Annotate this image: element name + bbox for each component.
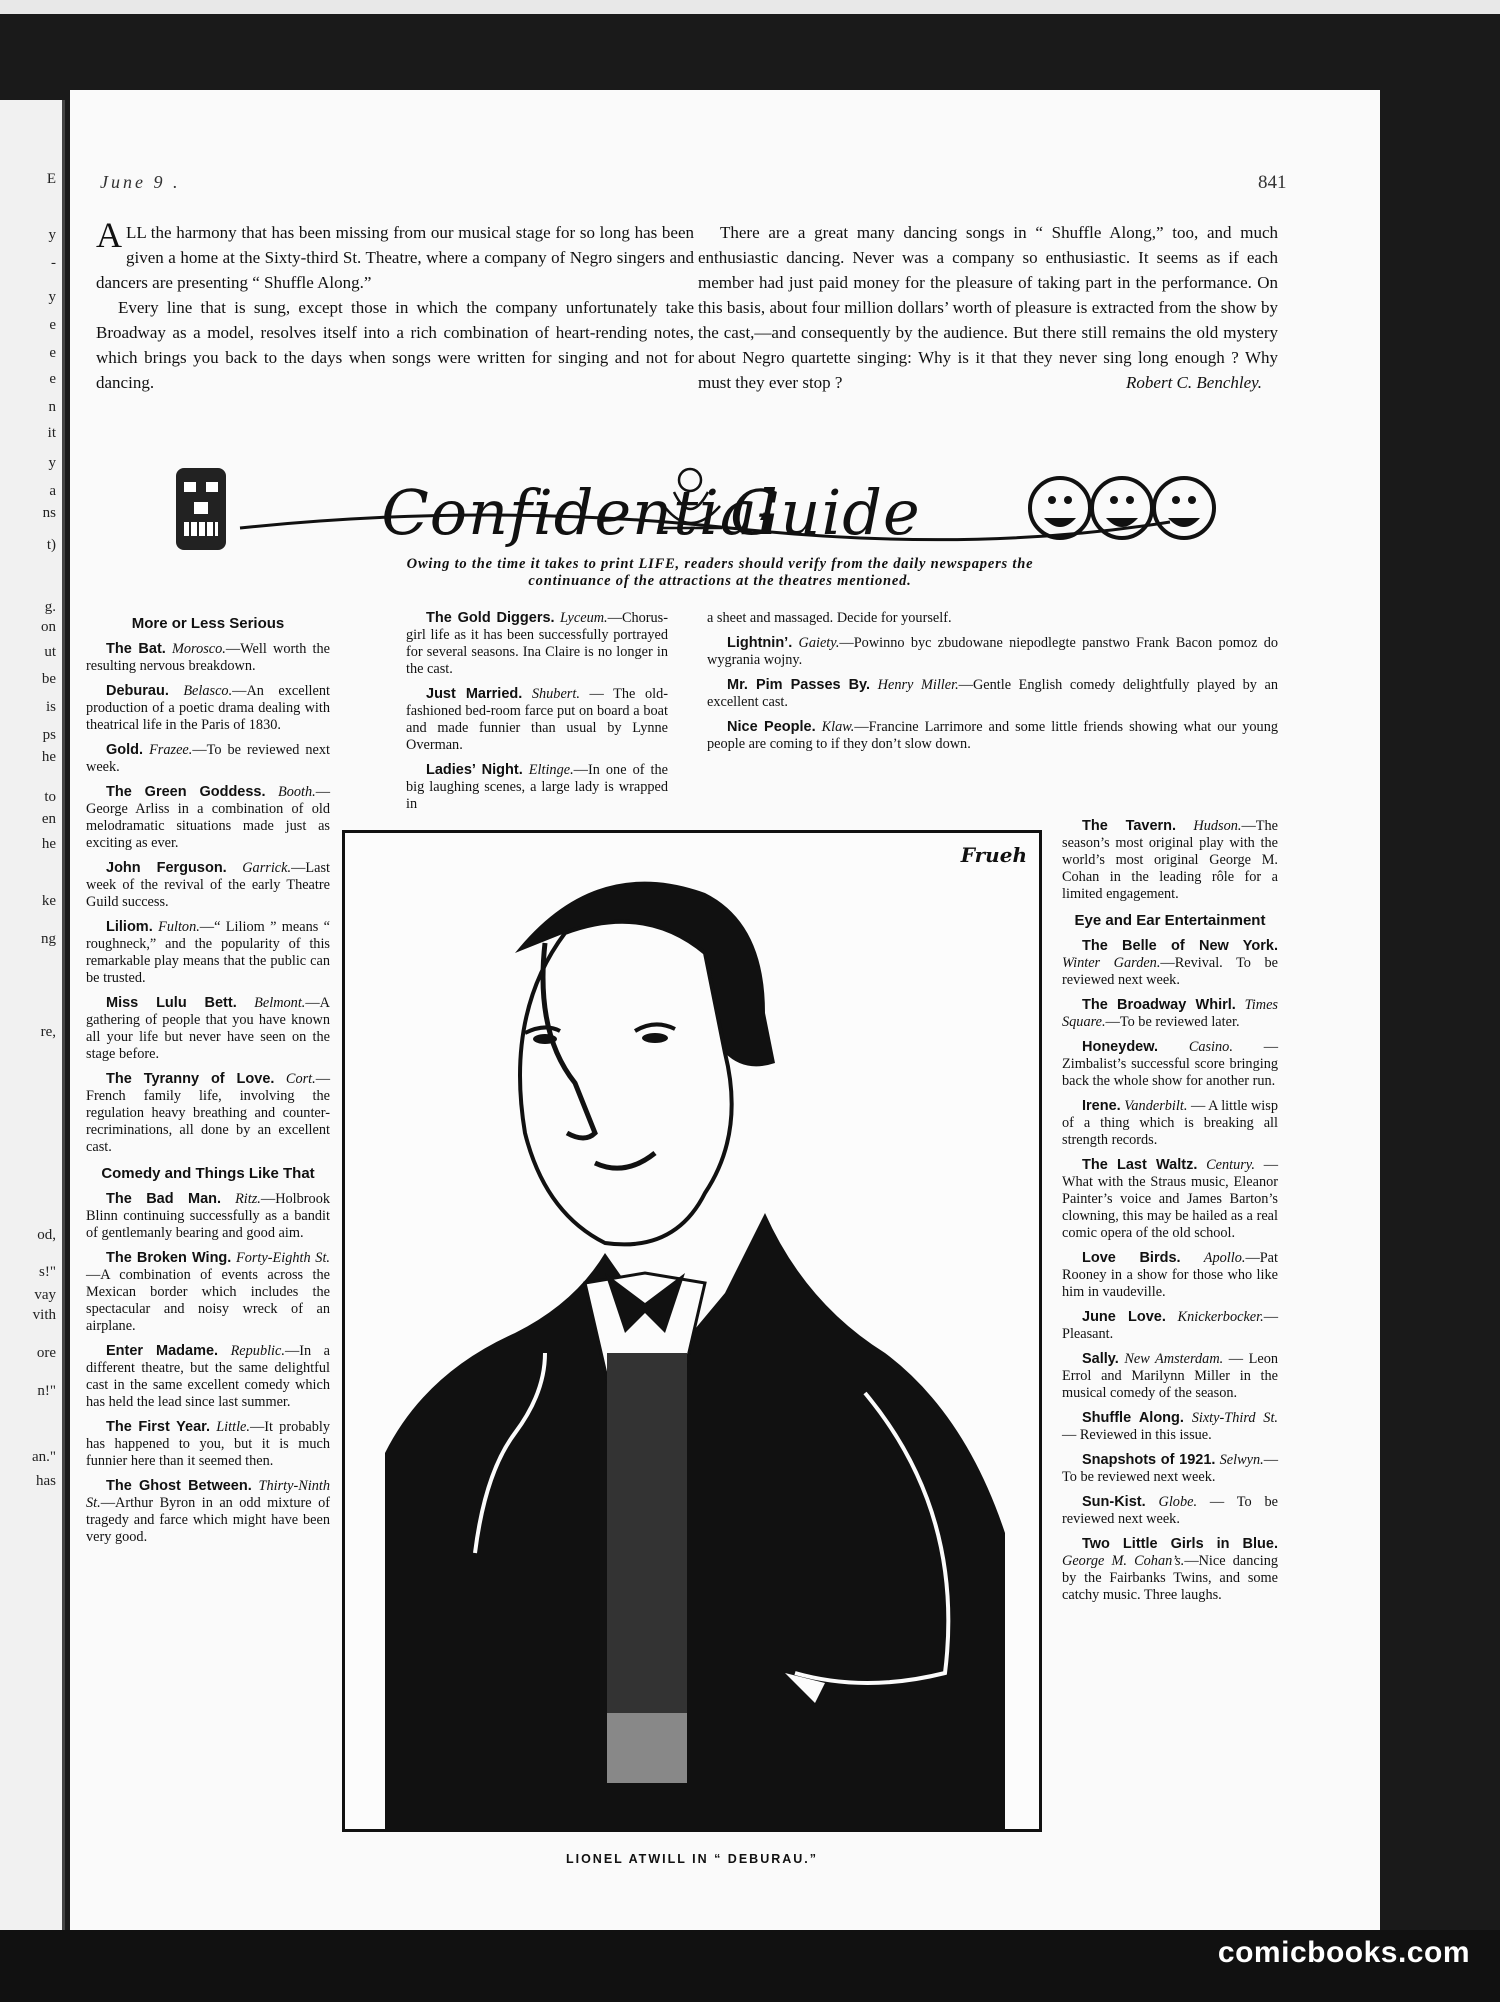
- guide-entry: [1062, 818, 1278, 903]
- show-title: The Tavern.: [1082, 818, 1177, 834]
- left-page-fragment: y: [48, 455, 56, 471]
- left-page-fragment: on: [41, 619, 56, 635]
- theatre-name: Klaw.: [821, 719, 855, 735]
- left-page-fragment: vay: [34, 1287, 56, 1303]
- guide-entry: [86, 1071, 330, 1156]
- show-title: Just Married.: [426, 686, 523, 702]
- guide-entry: [86, 784, 330, 852]
- left-page-fragment: n!": [37, 1383, 56, 1399]
- left-page-fragment: vith: [32, 1307, 56, 1323]
- caricature-illustration: [342, 830, 1042, 1832]
- show-description: — Zimbalist’s successful score bringing back the whole show for another run.: [1062, 1039, 1278, 1089]
- left-page-fragment: re,: [40, 1024, 56, 1040]
- guide-entry: [86, 641, 330, 675]
- theatre-name: Winter Garden.: [1062, 955, 1161, 971]
- confidential-guide-banner: [170, 462, 1270, 566]
- review-column-1: [96, 215, 694, 395]
- running-date: June 9 .: [100, 172, 181, 192]
- left-page-fragment: has: [36, 1473, 56, 1489]
- left-page-fragment: is: [45, 699, 56, 715]
- illustration-caption: LIONEL ATWILL IN “ DEBURAU.”: [565, 1852, 819, 1866]
- guide-section-heading: More or Less Serious: [131, 615, 285, 632]
- show-title: The Gold Diggers.: [426, 610, 555, 626]
- guide-entry: [86, 1478, 330, 1546]
- show-title: Sally.: [1082, 1351, 1119, 1367]
- show-title: The Bad Man.: [106, 1191, 222, 1207]
- theatre-name: Hudson.: [1193, 818, 1242, 834]
- guide-entry-continued: [707, 610, 1278, 627]
- theatre-name: Times Square.: [1062, 997, 1278, 1030]
- show-title: The Last Waltz.: [1082, 1157, 1198, 1173]
- show-description: a sheet and massaged. Decide for yourself.: [707, 610, 952, 626]
- show-description: —Well worth the resulting nervous breakdown.: [86, 641, 330, 674]
- left-page-fragment: en: [41, 811, 56, 827]
- show-title: Miss Lulu Bett.: [106, 995, 237, 1011]
- show-title: The Green Goddess.: [106, 784, 266, 800]
- guide-entry: [1062, 1536, 1278, 1604]
- left-page-fragment: it: [47, 425, 56, 441]
- show-title: Mr. Pim Passes By.: [727, 677, 871, 693]
- show-description: —To be reviewed next week.: [1062, 1452, 1279, 1485]
- show-description: —“ Liliom ” means “ roughneck,” and the popularity of this remarkable play means that the public can be trusted.: [86, 919, 330, 986]
- left-page-fragment: -: [51, 255, 56, 271]
- guide-entry: [406, 610, 668, 678]
- review-column-2: [698, 220, 1278, 395]
- theatre-name: Selwyn.: [1219, 1452, 1264, 1468]
- theatre-name: Eltinge.: [528, 762, 574, 778]
- guide-entry: [1062, 1157, 1278, 1242]
- theatre-name: Henry Miller.: [877, 677, 959, 693]
- left-page-fragment: t): [46, 537, 56, 553]
- left-page-fragment: a: [49, 483, 56, 499]
- guide-entry: [707, 719, 1278, 753]
- left-page-fragment: n: [48, 399, 56, 415]
- show-description: —Revival. To be reviewed next week.: [1062, 955, 1279, 988]
- left-page-fragment: he: [41, 836, 56, 852]
- theatre-name: Forty-Eighth St.: [235, 1250, 330, 1266]
- show-description: —Chorus-girl life as it has been successfully portrayed for several seasons. Ina Claire is no longer in the cast.: [406, 610, 669, 677]
- guide-entry: [1062, 1309, 1278, 1343]
- show-title: Deburau.: [106, 683, 169, 699]
- theatre-name: Garrick.: [242, 860, 292, 876]
- show-description: —Holbrook Blinn continuing successfully as a bandit of gentlemanly bearing and good aim.: [86, 1191, 330, 1241]
- left-page-fragment: y: [48, 227, 56, 243]
- guide-entry: [1062, 938, 1278, 989]
- theatre-name: Frazee.: [149, 742, 193, 758]
- theatre-name: Globe.: [1158, 1494, 1198, 1510]
- left-page-fragment: E: [46, 171, 56, 187]
- theatre-name: Fulton.: [158, 919, 200, 935]
- show-title: June Love.: [1082, 1309, 1166, 1325]
- show-title: Ladies’ Night.: [426, 762, 523, 778]
- page-number: 841: [1258, 172, 1287, 193]
- show-title: The Tyranny of Love.: [106, 1071, 275, 1087]
- show-title: Snapshots of 1921.: [1082, 1452, 1216, 1468]
- guide-entry: [86, 1343, 330, 1411]
- guide-entry: [1062, 1410, 1278, 1444]
- show-description: —In a different theatre, but the same delightful cast in the same excellent comedy which has held the lead since last summer.: [86, 1343, 330, 1410]
- show-description: —Pleasant.: [1062, 1309, 1278, 1342]
- guide-entry: [86, 919, 330, 987]
- guide-entry: [86, 995, 330, 1063]
- left-page-fragment: ore: [36, 1345, 56, 1361]
- left-page-fragment: be: [41, 671, 56, 687]
- show-description: —The season’s most original play with the world’s most original George M. Cohan in the leading rôle for a limited engagement.: [1062, 818, 1279, 902]
- theatre-name: Cort.: [285, 1071, 316, 1087]
- left-page-fragment: e: [49, 371, 56, 387]
- show-description: —A gathering of people that you have known all your life but never have seen on the stage before.: [86, 995, 330, 1062]
- guide-entry: [1062, 1250, 1278, 1301]
- guide-entry: [1062, 1494, 1278, 1528]
- show-description: —Last week of the revival of the early Theatre Guild success.: [86, 860, 330, 910]
- show-description: — What with the Straus music, Eleanor Painter’s voice and James Barton’s clowning, this may be hailed as a real comic opera of the old school.: [1062, 1157, 1278, 1241]
- left-page-fragment: od,: [37, 1227, 56, 1243]
- left-page-fragment: e: [49, 317, 56, 333]
- show-description: —To be reviewed later.: [1105, 1014, 1240, 1030]
- guide-column-2: [406, 610, 668, 821]
- guide-entry: [406, 762, 668, 813]
- guide-entry: [1062, 997, 1278, 1031]
- byline: Robert C. Benchley.: [1126, 373, 1262, 392]
- review-paragraph: There are a great many dancing songs in “ Shuffle Along,” too, and much enthusiastic dancing. Never was a company so enthusiastic. It seems as if each member had just paid money for the pleasure of taking part in the performance. On this basis, about four million dollars’ worth of pleasure is extracted from the show by the cast,—and consequently by the audience. But there still remains the old mystery about Negro quartette singing: Why is it that they never sing long enough ? Why must they ever stop ? Robert C. Benchley.: [698, 220, 1278, 395]
- show-title: The First Year.: [106, 1419, 211, 1435]
- artist-signature: Frueh: [960, 843, 1027, 867]
- guide-entry: [707, 677, 1278, 711]
- guide-entry: [1062, 1039, 1278, 1090]
- left-page-fragment: ng: [41, 931, 56, 947]
- theatre-name: George M. Cohan’s.: [1062, 1553, 1185, 1569]
- show-title: Sun-Kist.: [1082, 1494, 1146, 1510]
- theatre-name: Belmont.: [254, 995, 306, 1011]
- left-page-fragment: g.: [44, 599, 56, 615]
- theatre-name: Shubert.: [531, 686, 580, 702]
- show-title: The Bat.: [106, 641, 166, 657]
- show-title: Love Birds.: [1082, 1250, 1181, 1266]
- adjacent-page-edge: [0, 100, 65, 1945]
- left-page-fragment: s!": [39, 1264, 56, 1280]
- show-title: The Broadway Whirl.: [1082, 997, 1236, 1013]
- left-page-fragment: e: [49, 345, 56, 361]
- show-title: Lightnin’.: [727, 635, 793, 651]
- theatre-name: Republic.: [230, 1343, 285, 1359]
- show-title: John Ferguson.: [106, 860, 227, 876]
- guide-entry: [86, 1250, 330, 1335]
- show-description: —In one of the big laughing scenes, a large lady is wrapped in: [406, 762, 669, 812]
- watermark: comicbooks.com: [1217, 1936, 1470, 1969]
- guide-section-heading: Comedy and Things Like That: [101, 1165, 315, 1182]
- show-title: Nice People.: [727, 719, 816, 735]
- show-description: —George Arliss in a combination of old melodramatic situations made just as exciting as ever.: [86, 784, 330, 851]
- left-page-fragment: y: [48, 289, 56, 305]
- theatre-name: Booth.: [277, 784, 316, 800]
- show-description: — To be reviewed next week.: [1062, 1494, 1278, 1527]
- guide-column-3-top: [707, 610, 1278, 761]
- left-page-fragment: to: [44, 789, 56, 805]
- guide-entry: [86, 1191, 330, 1242]
- theatre-name: Apollo.: [1203, 1250, 1246, 1266]
- theatre-name: New Amsterdam.: [1124, 1351, 1224, 1367]
- theatre-name: Ritz.: [235, 1191, 261, 1207]
- theatre-name: Belasco.: [183, 683, 233, 699]
- guide-entry: [1062, 1098, 1278, 1149]
- left-page-fragment: ke: [41, 893, 56, 909]
- theatre-name: Gaiety.: [798, 635, 840, 651]
- show-title: Liliom.: [106, 919, 153, 935]
- drop-cap: A: [96, 215, 122, 255]
- theatre-name: Lyceum.: [560, 610, 608, 626]
- review-paragraph: ALL the harmony that has been missing from our musical stage for so long has been given a home at the Sixty-third St. Theatre, where a company of Negro singers and dancers are presenting “ Shuffle Along.”: [96, 215, 694, 292]
- left-page-fragment: he: [41, 749, 56, 765]
- show-title: Two Little Girls in Blue.: [1082, 1536, 1278, 1552]
- show-title: Honeydew.: [1082, 1039, 1159, 1055]
- left-page-fragment: an.": [31, 1449, 56, 1465]
- left-page-fragment: ut: [44, 644, 56, 660]
- verification-notice: Owing to the time it takes to print LIFE, readers should verify from the daily newspapers the continuance of the attractions at the theatres mentioned.: [406, 556, 1034, 589]
- show-description: —Pat Rooney in a show for those who like him in vaudeville.: [1062, 1250, 1279, 1300]
- show-title: The Belle of New York.: [1082, 938, 1278, 954]
- theatre-name: Little.: [216, 1419, 250, 1435]
- show-title: The Ghost Between.: [106, 1478, 252, 1494]
- theatre-name: Thirty-Ninth St.: [86, 1478, 330, 1511]
- theatre-name: Vanderbilt.: [1124, 1098, 1188, 1114]
- show-description: — Leon Errol and Marilynn Miller in the musical comedy of the season.: [1062, 1351, 1278, 1401]
- guide-entry: [1062, 1351, 1278, 1402]
- guide-entry: [86, 860, 330, 911]
- show-title: Shuffle Along.: [1082, 1410, 1184, 1426]
- theatre-name: Casino.: [1188, 1039, 1233, 1055]
- guide-entry: [86, 683, 330, 734]
- theatre-name: Century.: [1206, 1157, 1255, 1173]
- theatre-name: Morosco.: [172, 641, 226, 657]
- magazine-page: [70, 90, 1380, 1960]
- guide-column-1: [86, 610, 330, 1554]
- show-title: Gold.: [106, 742, 144, 758]
- guide-entry: [406, 686, 668, 754]
- review-paragraph: Every line that is sung, except those in which the company unfortunately take Broadway as a model, resolves itself into a rich combination of heart-rending notes, which brings you back to the days when songs were written for singing and not for dancing.: [96, 298, 694, 392]
- theatre-name: Sixty-Third St.: [1191, 1410, 1278, 1426]
- show-description: —Arthur Byron in an odd mixture of tragedy and farce which might have been very good.: [86, 1495, 330, 1545]
- guide-entry: [1062, 1452, 1278, 1486]
- guide-entry: [707, 635, 1278, 669]
- show-title: The Broken Wing.: [106, 1250, 232, 1266]
- show-description: —An excellent production of a poetic drama dealing with theatrical life in the Paris of 1830.: [86, 683, 330, 733]
- left-page-fragment: ns: [42, 505, 56, 521]
- theatre-name: Knickerbocker.: [1177, 1309, 1264, 1325]
- guide-entry: [86, 742, 330, 776]
- show-description: —It probably has happened to you, but it is much funnier here than it seemed then.: [86, 1419, 330, 1469]
- show-description: — The old-fashioned bed-room farce put on board a boat and made funnier than usual by Lynne Overman.: [406, 686, 668, 753]
- left-page-fragment: ps: [42, 727, 56, 743]
- guide-column-3-narrow: [1062, 818, 1278, 1612]
- show-description: —A combination of events across the Mexican border which includes the spectacular and noisy wreck of an airplane.: [86, 1267, 330, 1334]
- show-description: —Nice dancing by the Fairbanks Twins, and some catchy music. Three laughs.: [1062, 1553, 1278, 1603]
- show-description: — A little wisp of a thing which is breaking all strength records.: [1062, 1098, 1278, 1148]
- guide-entry: [86, 1419, 330, 1470]
- guide-section-heading: Eye and Ear Entertainment: [1074, 912, 1266, 929]
- tiki-mask-icon: [176, 468, 226, 550]
- caricature-drawing: [345, 833, 1039, 1829]
- banner-title: Confidential Guide: [381, 476, 921, 549]
- top-scan-strip: [0, 0, 1500, 14]
- show-description: —To be reviewed next week.: [86, 742, 331, 775]
- show-description: —French family life, involving the regulation heavy breathing and counter-recriminations, all done by an excellent cast.: [86, 1071, 330, 1155]
- show-description: —Francine Larrimore and some little friends showing what our young people are coming to if they don’t slow down.: [707, 719, 1278, 752]
- show-title: Irene.: [1082, 1098, 1121, 1114]
- show-description: —Powinno byc zbudowane niepodlegte panstwo Frank Bacon pomoz do wygrania wojny.: [707, 635, 1278, 668]
- show-title: Enter Madame.: [106, 1343, 219, 1359]
- show-description: — Reviewed in this issue.: [1062, 1427, 1212, 1443]
- show-description: —Gentle English comedy delightfully played by an excellent cast.: [707, 677, 1279, 710]
